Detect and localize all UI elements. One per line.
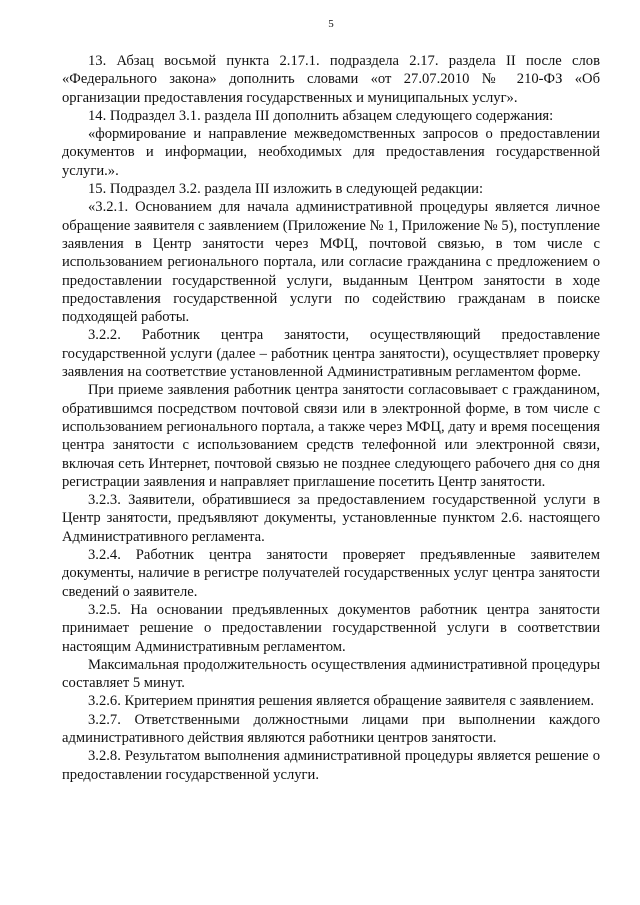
paragraph: При приеме заявления работник центра занятости согласовывает с гражданином, обратившимся посредством почтовой связи или в электронной форме, в том числе с использованием регионального портала, а также через МФЦ, дату и время посещения центра занятости с использованием средств телефонной или электронной связи, включая сеть Интернет, почтовой связью не позднее следующего рабочего дня со дня регистрации заявления и направляет приглашение посетить Центр занятости. bbox=[62, 382, 600, 490]
paragraph: «формирование и направление межведомственных запросов о предоставлении документов и информации, необходимых для предоставления государственной услуги.». bbox=[62, 126, 600, 179]
paragraph: 15. Подраздел 3.2. раздела III изложить в следующей редакции: bbox=[88, 181, 483, 198]
page-number: 5 bbox=[328, 18, 334, 30]
paragraph: 3.2.8. Результатом выполнения административной процедуры является решение о предоставлении государственной услуги. bbox=[62, 748, 600, 783]
paragraph: 3.2.7. Ответственными должностными лицами при выполнении каждого административного действия являются работники центров занятости. bbox=[62, 711, 600, 746]
document-body bbox=[62, 52, 600, 784]
paragraph: 3.2.2. Работник центра занятости, осуществляющий предоставление государственной услуги (далее – работник центра занятости), осуществляет проверку заявления на соответствие установленной Административным регламентом форме. bbox=[62, 327, 600, 381]
paragraph: 13. Абзац восьмой пункта 2.17.1. подраздела 2.17. раздела II после слов «Федерального закона» дополнить словами «от 27.07.2010 № 210-ФЗ «Об организации предоставления государственных и муниципальных услуг». bbox=[62, 53, 600, 106]
paragraph: 3.2.3. Заявители, обратившиеся за предоставлением государственной услуги в Центр занятости, предъявляют документы, установленные пунктом 2.6. настоящего Административного регламента. bbox=[62, 492, 600, 545]
paragraph: 3.2.4. Работник центра занятости проверяет предъявленные заявителем документы, наличие в регистре получателей государственных услуг центра занятости сведений о заявителе. bbox=[62, 547, 600, 600]
paragraph: Максимальная продолжительность осуществления административной процедуры составляет 5 минут. bbox=[62, 656, 600, 692]
paragraph: 3.2.6. Критерием принятия решения является обращение заявителя с заявлением. bbox=[88, 693, 595, 710]
paragraph: «3.2.1. Основанием для начала административной процедуры является личное обращение заявителя с заявлением (Приложение № 1, Приложение № 5), поступление заявления в Центр занятости через МФЦ, почтовой связью, в том числе с использованием регионального портала, или согласие гражданина с предложением о предоставлении государственной услуги, выданным Центром занятости в ходе предоставления государственной услуги по содействию гражданам в поиске подходящей работы. bbox=[62, 199, 600, 326]
document-page bbox=[62, 18, 600, 784]
paragraph: 14. Подраздел 3.1. раздела III дополнить абзацем следующего содержания: bbox=[88, 107, 554, 124]
paragraph: 3.2.5. На основании предъявленных документов работник центра занятости принимает решение о предоставлении государственной услуги в соответствии настоящим Административным регламентом. bbox=[62, 601, 600, 655]
